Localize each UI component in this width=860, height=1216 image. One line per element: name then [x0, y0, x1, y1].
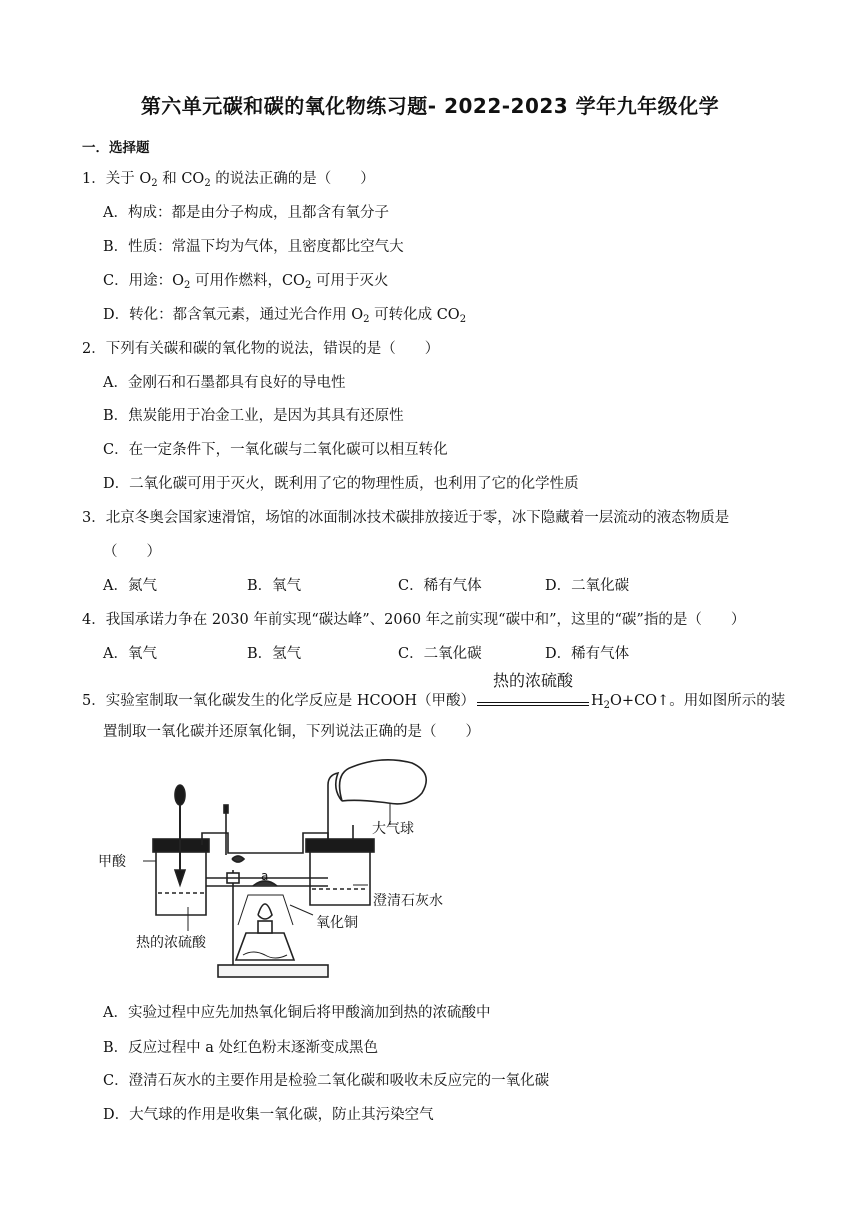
label-hot-sulfuric-acid: 热的浓硫酸	[136, 935, 206, 951]
question-4-stem: 4．我国承诺力争在 2030 年前实现“碳达峰”、2060 年之前实现“碳中和”，这里的“碳”指的是（ ）	[82, 612, 746, 628]
page-title: 第六单元碳和碳的氧化物练习题- 2022-2023 学年九年级化学	[140, 94, 720, 118]
question-3-option-d: D．二氧化碳	[545, 578, 630, 594]
question-5-option-d: D．大气球的作用是收集一氧化碳，防止其污染空气	[103, 1107, 434, 1123]
right-stopper	[306, 839, 374, 852]
question-3-option-c: C．稀有气体	[398, 578, 482, 594]
label-point-a: a	[261, 869, 269, 883]
apparatus-figure	[98, 755, 478, 985]
label-formic-acid: 甲酸	[98, 854, 126, 870]
question-1-option-c: C．用途：$O_2$ 可用作燃料，$CO_2$ 可用于灭火	[103, 273, 389, 291]
question-3-option-b: B．氧气	[247, 578, 302, 594]
section-heading: 一．选择题	[82, 140, 150, 156]
question-5-stem: 5．实验室制取一氧化碳发生的化学反应是 HCOOH（甲酸） 热的浓硫酸 $H_2O+CO↑$。用如图所示的装	[82, 671, 786, 711]
question-4-option-a: A．氧气	[103, 646, 157, 662]
question-5-option-b: B．反应过程中 a 处红色粉末逐渐变成黑色	[103, 1040, 379, 1056]
valve-handle	[232, 856, 244, 862]
question-1-option-b: B．性质：常温下均为气体，且密度都比空气大	[103, 239, 404, 255]
question-4-option-b: B．氢气	[247, 646, 302, 662]
question-3-option-a: A．氮气	[103, 578, 157, 594]
question-2-option-d: D．二氧化碳可用于灭火，既利用了它的物理性质，也利用了它的化学性质	[103, 476, 579, 492]
dropper-tip	[175, 870, 185, 885]
question-3-stem-cont: （ ）	[103, 544, 161, 560]
question-2-option-a: A．金刚石和石墨都具有良好的导电性	[103, 375, 346, 391]
question-2-option-c: C．在一定条件下，一氧化碳与二氧化碳可以相互转化	[103, 442, 448, 458]
question-1-stem: 1．关于 $O_2$ 和 $CO_2$ 的说法正确的是（ ）	[82, 171, 375, 189]
stand-base	[218, 965, 328, 977]
question-5-option-c: C．澄清石灰水的主要作用是检验二氧化碳和吸收未反应完的一氧化碳	[103, 1073, 550, 1089]
question-1-option-a: A．构成：都是由分子构成，且都含有氧分子	[103, 205, 389, 221]
dropper-bulb	[175, 785, 185, 805]
question-5-option-a: A．实验过程中应先加热氧化铜后将甲酸滴加到热的浓硫酸中	[103, 1005, 491, 1021]
flame	[258, 904, 272, 919]
balloon	[340, 760, 427, 804]
question-2-stem: 2．下列有关碳和碳的氧化物的说法，错误的是（ ）	[82, 341, 440, 357]
question-1-option-d: D．转化：都含氧元素，通过光合作用 $O_2$ 可转化成 $CO_2$	[103, 307, 467, 325]
question-2-option-b: B．焦炭能用于冶金工业，是因为其具有还原性	[103, 408, 404, 424]
question-4-option-c: C．二氧化碳	[398, 646, 482, 662]
question-number: 1．	[82, 171, 106, 187]
question-3-stem: 3．北京冬奥会国家速滑馆，场馆的冰面制冰技术碳排放接近于零，冰下隐藏着一层流动的液态物质是	[82, 510, 730, 526]
label-limewater: 澄清石灰水	[373, 893, 443, 909]
reaction-condition: 热的浓硫酸	[477, 689, 589, 707]
label-balloon: 大气球	[372, 821, 414, 837]
question-5-stem-cont: 置制取一氧化碳并还原氧化铜，下列说法正确的是（ ）	[103, 724, 480, 740]
question-4-option-d: D．稀有气体	[545, 646, 630, 662]
label-copper-oxide: 氧化铜	[316, 915, 358, 931]
